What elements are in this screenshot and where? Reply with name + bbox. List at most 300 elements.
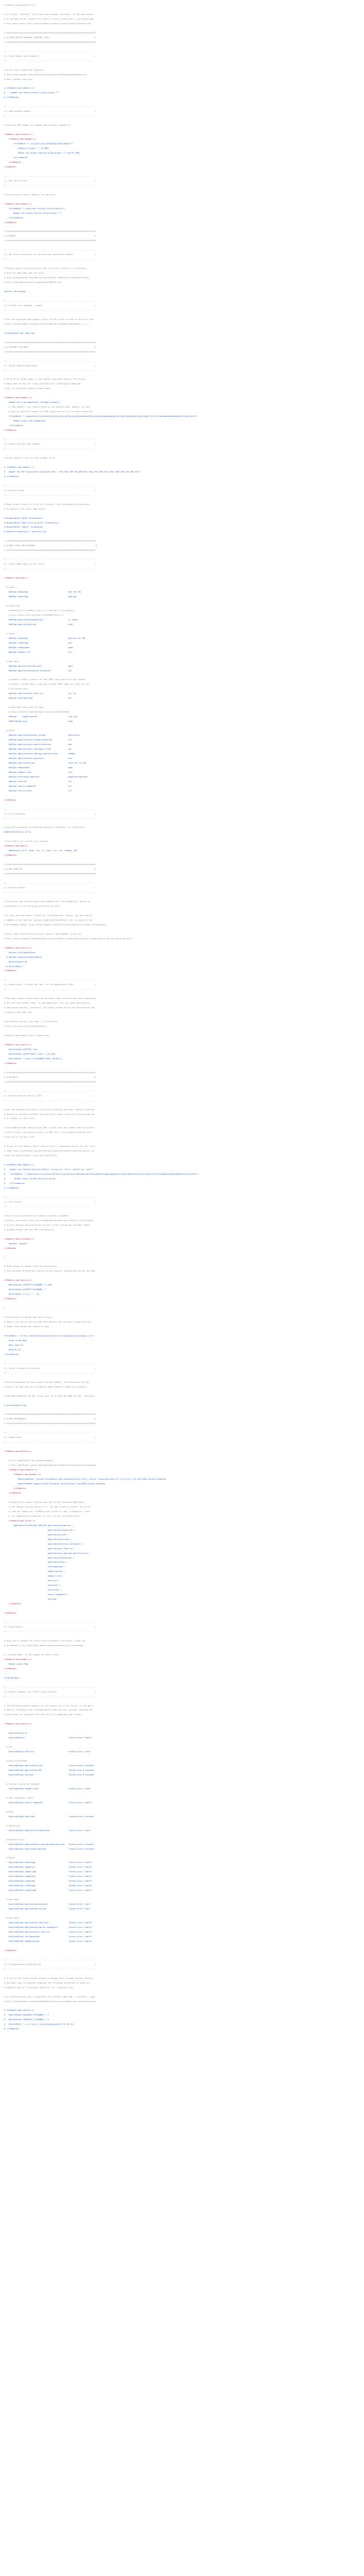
- code-line: # Block access to hidden files and directories.: [4, 1265, 58, 1268]
- code-line: ExpiresByType application/rss+xml "access plus 1 hour": [4, 1908, 91, 1910]
- code-line: text/plain \: [4, 1589, 62, 1591]
- code-line: </IfModule>: [4, 854, 17, 857]
- code-line: SetEnvIf Origin ":" IS_CORS: [4, 147, 49, 150]
- code-line: </IfModule>: [4, 1603, 22, 1605]
- code-line: ExpiresByType text/html "access plus 0 seconds": [4, 1815, 95, 1818]
- code-line: # ------------------------------------------------------------------------------: [4, 1362, 96, 1365]
- code-line: # ------------------------------------------------------------------------------: [4, 448, 96, 450]
- code-line: image/svg+xml \: [4, 1570, 65, 1573]
- code-line: # <IfModule mod_headers.c>: [4, 1164, 34, 1166]
- code-line: # These files may be left by some text editors and can pose a great security: [4, 1321, 91, 1324]
- code-line: [4, 1754, 360, 1759]
- code-line: # Header unset Content-Security-Policy: [4, 1178, 56, 1180]
- code-line: # http://httpd.apache.org/docs/current/mod/core.html#errordocument), e.g.:: [4, 323, 89, 325]
- code-line: AddType audio/ogg oga ogg: [4, 596, 76, 598]
- code-line: [4, 1140, 360, 1144]
- code-line: </IfModule>: [4, 221, 17, 224]
- code-line: # ##############################################################################: [4, 350, 96, 353]
- code-line: </IfModule>: [4, 1247, 17, 1249]
- code-line: ExpiresByType audio/ogg "access plus 1 month": [4, 1861, 92, 1864]
- code-line: # Favicon (cannot be renamed!): [4, 1783, 41, 1785]
- code-line: AddType application/x-opera-extension oex: [4, 743, 72, 745]
- code-line: [4, 1606, 360, 1611]
- code-line: application/x-web-app-manifest+json \: [4, 1552, 90, 1554]
- code-line: Header unset ETag: [4, 1663, 28, 1665]
- code-line: [4, 835, 360, 839]
- code-line: # Block access to directories without a default document.: [4, 1214, 70, 1217]
- code-line: # Header set Access-Control-Allow-Origin "*": [4, 92, 59, 94]
- code-line: [4, 1805, 360, 1810]
- code-line: # ------------------------------------------------------------------------------: [4, 979, 96, 981]
- code-line: </IfModule>: [4, 799, 17, 801]
- code-line: text/x-component \: [4, 1594, 69, 1596]
- code-line: [4, 1740, 360, 1745]
- code-line: [4, 627, 360, 632]
- code-line: AddType audio/mp4 m4a f4a f4b: [4, 591, 81, 594]
- code-line: [4, 1158, 360, 1163]
- code-line: AddType image/webp webp: [4, 766, 73, 769]
- code-line: [4, 1260, 360, 1265]
- code-line: # ##############################################################################: [4, 341, 96, 344]
- code-line: [4, 1376, 360, 1380]
- code-line: <IfModule mod_expires.c>: [4, 1723, 32, 1725]
- code-line: [4, 1029, 360, 1033]
- code-line: # ------------------------------------------------------------------------------: [4, 106, 96, 108]
- code-line: ExpiresByType text/css "access plus 1 year": [4, 1751, 91, 1753]
- code-line: # Browsers usually ignore the font MIME types and sniff the content,: [4, 679, 87, 681]
- code-line: <IfModule mod_mime.c>: [4, 845, 28, 848]
- code-line: # ------------------------------------------------------------------------------: [4, 882, 96, 885]
- code-line: </IfModule>: [4, 165, 17, 168]
- code-line: RequestHeader append Accept-Encoding "gzip,deflate" env=HAVE_Accept-Encoding: [4, 1483, 105, 1485]
- code-line: </IfModule>: [4, 161, 22, 163]
- code-line: # # INTERNET EXPLORER #: [4, 346, 96, 348]
- code-line: ExpiresByType application/font-woff "access plus 1 month": [4, 1922, 92, 1924]
- code-line: </IfModule>: [4, 1492, 22, 1494]
- code-line: # http://stevesouders.com/blog/2008/08/23/revving-filenames-dont-use-querystring: [4, 2000, 96, 2003]
- code-line: [4, 793, 360, 798]
- code-line: # ------------------------------------------------------------------------------: [4, 59, 96, 62]
- code-line: [4, 294, 360, 299]
- code-line: AddType video/ogg ogv: [4, 641, 72, 644]
- code-line: SetEnvIfNoCase ^(Accept-EncodXng|X-cept-Encoding|X{15}|~{15}|-{15})$ ^((gzip|deflate)\s*,?\s*)+|[X~-]{4,13}$ HAVE_Accept-Encoding: [4, 1478, 166, 1481]
- code-line: </IfModule>: [4, 970, 17, 972]
- code-line: [4, 1944, 360, 1948]
- code-line: # Force UTF-8 for certain file formats.: [4, 840, 49, 843]
- code-line: # not with and without "www." at the beginning. This can cause SEO problems: [4, 1002, 90, 1005]
- code-line: # HTML: [4, 1810, 13, 1813]
- code-line: [4, 285, 360, 290]
- code-line: [4, 1893, 360, 1897]
- code-line: # Normalize to standard type (it's sniffed in IE anyways):: [4, 609, 75, 612]
- code-line: AddType video/webm webm: [4, 646, 73, 649]
- code-line: ExpiresByType image/png "access plus 1 month": [4, 1875, 92, 1878]
- code-line: [4, 1671, 360, 1676]
- code-line: # The same content should never be available under two different URLs especially: [4, 997, 96, 1000]
- code-line: [4, 941, 360, 946]
- code-line: # ------------------------------------------------------------------------------: [4, 249, 96, 251]
- code-line: # JavaScript: [4, 604, 21, 607]
- code-line: [4, 433, 360, 437]
- code-line: FileETag None: [4, 1676, 19, 1679]
- code-line: [4, 479, 360, 484]
- code-line: ErrorDocument 404 /404.html: [4, 332, 35, 334]
- code-line: ExpiresActive on: [4, 1732, 27, 1735]
- code-line: [4, 655, 360, 659]
- code-line: # ------------------------------------------------------------------------------: [4, 1968, 96, 1970]
- code-line: ExpiresByType image/x-icon "access plus 1 week": [4, 1787, 91, 1790]
- code-line: # ##############################################################################: [4, 1080, 96, 1083]
- code-line: application/rss+xml \: [4, 1538, 72, 1540]
- code-line: # ------------------------------------------------------------------------------: [4, 1441, 96, 1444]
- code-line: <FilesMatch "\.(cur|gif|ico|jpe?g|png|svgz?|webp)$">: [4, 143, 73, 145]
- code-line: [4, 821, 360, 825]
- code-line: [4, 909, 360, 913]
- code-line: </FilesMatch>: [4, 156, 28, 159]
- code-line: </FilesMatch>: [4, 425, 24, 427]
- code-line: # Allow cookies to be set from iframes in IE.: [4, 456, 56, 459]
- code-line: # ------------------------------------------------------------------------------: [4, 1099, 96, 1101]
- code-line: # Prevent Apache from returning a 404 error for a rewrite if a directory: [4, 267, 87, 270]
- code-line: [4, 243, 360, 248]
- code-line: # - - - - - - - - - - - - - - - - - - - - - - - - - - - - - - - - - - - - - - -: [4, 1256, 95, 1259]
- code-line: RewriteRule "(^|/)\." - [F]: [4, 1293, 40, 1296]
- code-line: # # MIME TYPES AND ENCODING #: [4, 545, 97, 547]
- code-line: # necessary for the following directives to work.: [4, 905, 60, 907]
- code-line: [4, 895, 360, 900]
- code-line: # RewriteCond %{REQUEST_FILENAME} !-d: [4, 2019, 49, 2021]
- code-line: # Media: [4, 1857, 14, 1859]
- code-line: [4, 1038, 360, 1043]
- code-line: <IfModule mod_headers.c>: [4, 397, 32, 399]
- code-line: AddType image/x-icon ico: [4, 771, 72, 773]
- code-line: [4, 1301, 360, 1306]
- code-line: # performance impact: http://httpd.apache.org/docs/current/misc/perf-tuning.html#symlinks: [4, 923, 106, 926]
- code-line: # http://tools.ietf.org/html/rfc4329#section-7.2: [4, 614, 64, 616]
- code-line: [4, 498, 360, 502]
- code-line: # | Compression |: [4, 1436, 96, 1439]
- code-line: # Force compression for mangled headers.: [4, 1460, 55, 1462]
- code-line: AddType image/svg+xml svg svgz: [4, 716, 78, 718]
- code-line: # ------------------------------------------------------------------------------: [4, 494, 96, 496]
- code-line: [4, 1953, 360, 1958]
- code-line: # `mod_headers` can't match based on the content-type, however, we only: [4, 406, 90, 409]
- code-line: # ------------------------------------------------------------------------------: [4, 1631, 96, 1633]
- code-line: # Compress all output labeled with one of the following MIME-types: [4, 1501, 85, 1503]
- code-line: [4, 1852, 360, 1856]
- code-line: [4, 1717, 360, 1722]
- code-line: # ------------------------------------------------------------------------------: [4, 1371, 96, 1374]
- code-line: # Header set Content-Security-Policy "script-src 'self'; object-src 'self'": [4, 1168, 94, 1171]
- code-line: [4, 118, 360, 123]
- code-line: # ADD THIS DIRECTIVE IN THE `httpd.conf` AS IT WILL NOT WORK IN THE `.htaccess`!: [4, 1395, 96, 1397]
- code-line: </IfModule>: [4, 1612, 17, 1615]
- code-line: </FilesMatch>: [4, 216, 24, 219]
- code-line: # This includes directories used by version control systems such as Git and SVN.: [4, 1270, 96, 1273]
- code-line: # By default option 1 (no "www.") is activated:: [4, 1021, 58, 1023]
- code-line: # read: http://html5rocks.com/en/tutorials/security/content-security-policy (or: [4, 1150, 95, 1153]
- code-line: <FilesMatch "(^#.*#|\.(bak|config|dist|fla|inc|ini|log|psd|sh|sql|sw[op])|~)$">: [4, 1335, 95, 1337]
- code-line: ExpiresByType application/javascript "access plus 1 year": [4, 1829, 91, 1832]
- code-line: application/xhtml+xml \: [4, 1556, 74, 1559]
- code-line: [4, 1274, 360, 1278]
- code-line: <IfModule mod_rewrite.c>: [4, 1043, 32, 1046]
- code-line: RewriteCond %{HTTPS} !=on: [4, 1048, 38, 1050]
- code-line: # with the same name does not exist.: [4, 272, 45, 275]
- code-line: font/opentype \: [4, 1566, 65, 1568]
- code-line: <IfModule mod_mime.c>: [4, 577, 28, 580]
- code-line: # Turning on the rewrite engine and enabling the `FollowSymLinks` option is: [4, 900, 90, 903]
- code-line: # Audio: [4, 586, 14, 589]
- code-line: # (duplicate content), therefore, you should choose one of the alternatives and: [4, 1007, 95, 1009]
- code-line: [4, 1496, 360, 1500]
- code-line: [4, 373, 360, 378]
- code-line: # ServerTokens Prod: [4, 1404, 26, 1406]
- code-line: [4, 1833, 360, 1838]
- code-line: RewriteRule ^ http://%1%{REQUEST_URI} [R=301,L]: [4, 1057, 63, 1060]
- code-line: AddType application/x-shockwave-flash swf: [4, 748, 72, 750]
- code-line: # ------------------------------------------------------------------------------: [4, 558, 96, 561]
- code-line: # http://no-www.org/faq.php?q=class_b: [4, 1025, 47, 1028]
- code-line: # # WEB PERFORMANCE #: [4, 1418, 96, 1420]
- code-line: application/xml \: [4, 1561, 68, 1564]
- code-line: [4, 451, 360, 456]
- code-line: # requests such as `/css/style.12345.css` to `/css/style.css`.: [4, 1986, 75, 1989]
- code-line: # ------------------------------------------------------------------------------: [4, 808, 96, 810]
- code-line: ExpiresByType video/mp4 "access plus 1 month": [4, 1880, 92, 1883]
- code-line: # Force IE to render pages in the highest available mode in the various: [4, 378, 86, 381]
- code-line: # ------------------------------------------------------------------------------: [4, 1686, 96, 1688]
- code-line: # http://www.rackspace.com/knowledge_center/frequently-asked-question/why-is-mod-rewrite-not-working-on-my-site: [4, 937, 131, 940]
- code-line: AddType video/x-flv flv: [4, 651, 72, 653]
- code-line: # </IfModule>: [4, 96, 19, 99]
- code-line: Header unset X-UA-Compatible: [4, 420, 45, 422]
- code-line: # ------------------------------------------------------------------------------: [4, 184, 96, 187]
- code-line: <IfModule mod_rewrite.c>: [4, 946, 32, 949]
- code-line: # work as-is for your site!: [4, 1136, 35, 1139]
- code-line: ExpiresByType image/gif "access plus 1 month": [4, 1866, 92, 1869]
- code-line: [4, 1329, 360, 1334]
- code-line: # ------------------------------------------------------------------------------: [4, 300, 96, 302]
- code-line: # danger when anyone has access to them.: [4, 1326, 50, 1328]
- code-line: [4, 1445, 360, 1449]
- code-line: # Allow cross-origin AJAX requests.: [4, 69, 44, 71]
- code-line: RewriteCond %{HTTP_HOST} ^www\.(.+)$ [NC]: [4, 1053, 56, 1055]
- code-line: # | Proper MIME types for all files |: [4, 563, 96, 566]
- code-line: RewriteCond %{SCRIPT_FILENAME} -f: [4, 1289, 47, 1291]
- code-line: AddType application/font-woff woff: [4, 665, 73, 667]
- code-line: # Manifest files: [4, 1838, 25, 1841]
- code-line: # ------------------------------------------------------------------------------: [4, 369, 96, 371]
- code-line: <IfModule mod_headers.c>: [4, 1473, 41, 1476]
- code-line: </FilesMatch>: [4, 1353, 19, 1355]
- code-line: # | Filename-based cache busting |: [4, 1963, 96, 1965]
- code-line: # ##############################################################################: [4, 240, 96, 242]
- code-line: # | UTF-8 encoding |: [4, 812, 96, 815]
- code-line: # | Suppressing / Forcing the "www." at the beginning of URLs |: [4, 984, 96, 986]
- code-line: # ------------------------------------------------------------------------------: [4, 1432, 96, 1434]
- code-line: [4, 1972, 360, 1976]
- code-line: # (for Apache versions below 2.3.7, you don't need to enable `mod_filter`: [4, 1505, 92, 1508]
- code-line: AddCharset utf-8 .atom .css .js .json .rss .vtt .webapp .xml: [4, 850, 78, 852]
- code-line: # Stop screen flicker in IE on CSS rollovers (the following directives must: [4, 503, 90, 505]
- code-line: # | CORS-enabled images |: [4, 110, 96, 113]
- code-line: Satisfy All: [4, 1348, 22, 1351]
- code-line: [4, 225, 360, 230]
- code-line: ExpiresByType application/xml "access plus 0 seconds": [4, 1769, 95, 1772]
- code-line: # ------------------------------------------------------------------------------: [4, 891, 96, 893]
- code-line: [4, 1454, 360, 1459]
- code-line: [4, 927, 360, 932]
- code-line: ExpiresByType text/xml "access plus 0 seconds": [4, 1774, 95, 1776]
- code-line: # ##############################################################################: [4, 540, 96, 543]
- code-line: # RewriteRule ^(.+)\.(\d+)\.(js|css|png|jpg|gif)$ $1.$3 [L]: [4, 2023, 74, 2026]
- code-line: Options -Indexes: [4, 1242, 27, 1245]
- code-line: # Video: [4, 632, 14, 635]
- code-line: text/css \: [4, 1580, 59, 1582]
- code-line: AddType text/x-component htc: [4, 785, 72, 787]
- code-line: AddType text/cache-manifest appcache manifest: [4, 775, 88, 778]
- code-line: # ------------------------------------------------------------------------------: [4, 438, 96, 441]
- code-line: # following fonts.: [4, 688, 29, 690]
- code-line: # ------------------------------------------------------------------------------: [4, 1695, 96, 1698]
- code-line: # to the main server config file (usually called `httpd.conf`), you should add: [4, 18, 94, 20]
- code-line: # If your web host doesn't allow the `FollowSymlinks` option, you may need to: [4, 914, 92, 917]
- code-line: [4, 571, 360, 576]
- code-line: [4, 128, 360, 132]
- code-line: ExpiresByType video/webm "access plus 1 month": [4, 1889, 92, 1892]
- code-line: [4, 391, 360, 396]
- code-line: ExpiresByType application/x-font-ttf "access plus 1 month": [4, 1930, 92, 1933]
- code-line: # RewriteCond %{REQUEST_FILENAME} !-f: [4, 2014, 49, 2016]
- code-line: <IfModule mod_setenvif.c>: [4, 1469, 38, 1471]
- code-line: # RewriteBase /: [4, 965, 24, 968]
- code-line: text/xml: [4, 1598, 57, 1601]
- code-line: [4, 188, 360, 193]
- code-line: [4, 803, 360, 807]
- code-line: <IfModule mod_headers.c>: [4, 202, 32, 205]
- code-line: [4, 701, 360, 705]
- code-line: <IfModule mod_autoindex.c>: [4, 1238, 34, 1240]
- code-line: # | Content Security Policy (CSP) |: [4, 1094, 96, 1097]
- code-line: ExpiresDefault "access plus 1 month": [4, 1737, 92, 1739]
- code-line: # cache time for resources like CSS and JS to something like 1 week.: [4, 1714, 82, 1716]
- code-line: <FilesMatch "\.(appcache|crx|css|eot|gif|htc|ico|jpe?g|js|m4a|m4v|manifest|mp4|oex|oga|ogg|ogv|otf|pdf|png|safariextz|svgz?|ttf|vcf|webapp|webm|webp|woff|xml|xpi)$">: [4, 415, 198, 418]
- code-line: # ------------------------------------------------------------------------------: [4, 1205, 96, 1208]
- code-line: # Use UTF-8 encoding for anything served as `text/html` or `text/plain`.: [4, 826, 87, 829]
- code-line: # | File access |: [4, 1200, 96, 1203]
- code-line: # this logic there: http://httpd.apache.org/docs/current/howto/htaccess.html.: [4, 22, 92, 25]
- code-line: [4, 1699, 360, 1704]
- code-line: # Options +SymLinksIfOwnerMatch: [4, 956, 42, 958]
- code-line: # Data interchange: [4, 1760, 27, 1762]
- code-line: # site's origin (no inline scripts, no CDN, etc). This almost certainly won't: [4, 1131, 92, 1134]
- code-line: [4, 1616, 360, 1620]
- code-line: # To understand why this is important and a better idea than `*.css?v231`, read:: [4, 1995, 96, 1998]
- code-line: # Use, if installed, Google Chrome Frame.: [4, 387, 52, 390]
- code-line: # (!) Using `.htaccess` files slows down Apache, therefore, if you have access: [4, 13, 94, 15]
- code-line: RewriteCond %{SCRIPT_FILENAME} -d [OR]: [4, 1284, 53, 1286]
- code-line: # http://code.google.com/p/html5security/wiki/CrossOriginRequestSecurity: [4, 73, 87, 76]
- code-line: Options -MultiViews: [4, 291, 26, 293]
- code-line: AddType application/octet-stream safariextz: [4, 734, 80, 737]
- code-line: # <IfModule mod_headers.c>: [4, 87, 34, 90]
- code-line: # | Expires headers (for better cache control) |: [4, 1690, 96, 1693]
- code-line: # BrowserMatch "Opera" !brokenvary: [4, 526, 43, 529]
- code-line: [4, 724, 360, 728]
- code-line: # BrowserMatch "MSIE" brokenvary=1: [4, 517, 43, 519]
- code-line: # The following expires headers are set pretty far in the future. If you don't: [4, 1704, 94, 1707]
- code-line: AddType application/x-font-ttf ttc ttf: [4, 692, 76, 695]
- code-line: # | 404 error prevention for non-existing redirected folders |: [4, 253, 96, 256]
- code-line: [4, 673, 360, 677]
- code-line: <IfModule mod_filter.c>: [4, 1519, 35, 1522]
- code-line: [4, 1357, 360, 1362]
- code-line: [4, 45, 360, 49]
- code-line: # ##############################################################################: [4, 863, 96, 866]
- code-line: application/x-font-ttf \: [4, 1547, 75, 1550]
- code-line: # BrowserMatch "Mozilla/4.[0-9]{2}" brokenvary=1: [4, 521, 59, 524]
- code-line: [4, 1311, 360, 1315]
- code-line: # | Cross-domain AJAX requests |: [4, 55, 96, 57]
- code-line: # to surf through every directory on your server (which may includes rather: [4, 1224, 90, 1226]
- code-line: [4, 327, 360, 331]
- code-line: # attacks by setting a Content Security Policy which whitelists trusted sources: [4, 1113, 95, 1115]
- code-line: # - - - - - - - - - - - - - - - - - - - - - - - - - - - - - - - - - - - - - - -: [4, 1307, 95, 1310]
- code-line: # ##############################################################################: [4, 1413, 96, 1416]
- code-line: AddType text/vtt vtt: [4, 780, 72, 783]
- code-line: Header set Access-Control-Allow-Origin "*" env=IS_CORS: [4, 152, 80, 154]
- code-line: [4, 1634, 360, 1639]
- code-line: ExpiresByType text/x-component "access plus 1 month": [4, 1801, 92, 1804]
- code-line: [4, 1251, 360, 1256]
- code-line: ExpiresByType video/ogg "access plus 1 month": [4, 1885, 92, 1887]
- code-line: # however, Chrome shows a warning if other MIME types are used for the: [4, 683, 89, 686]
- code-line: AddDefaultCharset utf-8: [4, 831, 31, 834]
- code-line: # You can mitigate the risk of cross-site scripting and other content-injection: [4, 1108, 95, 1111]
- code-line: [4, 1191, 360, 1195]
- code-line: # ------------------------------------------------------------------------------: [4, 484, 96, 487]
- code-line: # If you're not using a build process to manage your filename version revving,: [4, 1977, 94, 1979]
- code-line: # ------------------------------------------------------------------------------: [4, 175, 96, 177]
- code-line: # </FilesMatch>: [4, 1182, 25, 1185]
- code-line: [4, 1426, 360, 1431]
- code-line: # want to send this header for HTML pages and not for the other resources: [4, 411, 92, 413]
- code-line: [4, 973, 360, 978]
- code-line: [4, 1399, 360, 1403]
- code-line: [4, 461, 360, 465]
- code-line: [4, 581, 360, 585]
- code-line: [4, 1015, 360, 1020]
- code-line: # SetEnvIf brokenvary 1 force-no-vary: [4, 531, 47, 533]
- code-line: <IfModule mod_setenvif.c>: [4, 133, 33, 136]
- code-line: # HTML components (HTCs): [4, 1797, 34, 1799]
- code-line: Options +FollowSymlinks: [4, 951, 35, 954]
- code-line: AddType application/vnd.ms-fontobject eot: [4, 669, 72, 672]
- code-line: <IfModule mod_deflate.c>: [4, 1450, 32, 1453]
- code-line: # ------------------------------------------------------------------------------: [4, 1621, 96, 1624]
- code-line: # </IfModule>: [4, 475, 19, 478]
- code-line: AddEncoding gzip svgz: [4, 720, 73, 723]
- code-line: # | Server software information |: [4, 1367, 96, 1369]
- code-line: Deny from all: [4, 1344, 24, 1346]
- code-line: AddType application/xml atom rdf rss xml: [4, 761, 87, 764]
- code-line: [4, 354, 360, 359]
- code-line: # Avoid displaying the exact Apache version number, the description of the: [4, 1381, 89, 1383]
- code-line: AddType video/mp4 mp4 m4v f4v f4p: [4, 637, 86, 639]
- code-line: # Header set P3P "policyref=\"/w3c/p3p.xml\", CP=\"IDC DSP COR ADM DEVi TAIi PSA PSD IVAi IVDi CONi HIS OUR IND CNT\"": [4, 470, 142, 473]
- code-line: # # SECURITY #: [4, 1076, 96, 1078]
